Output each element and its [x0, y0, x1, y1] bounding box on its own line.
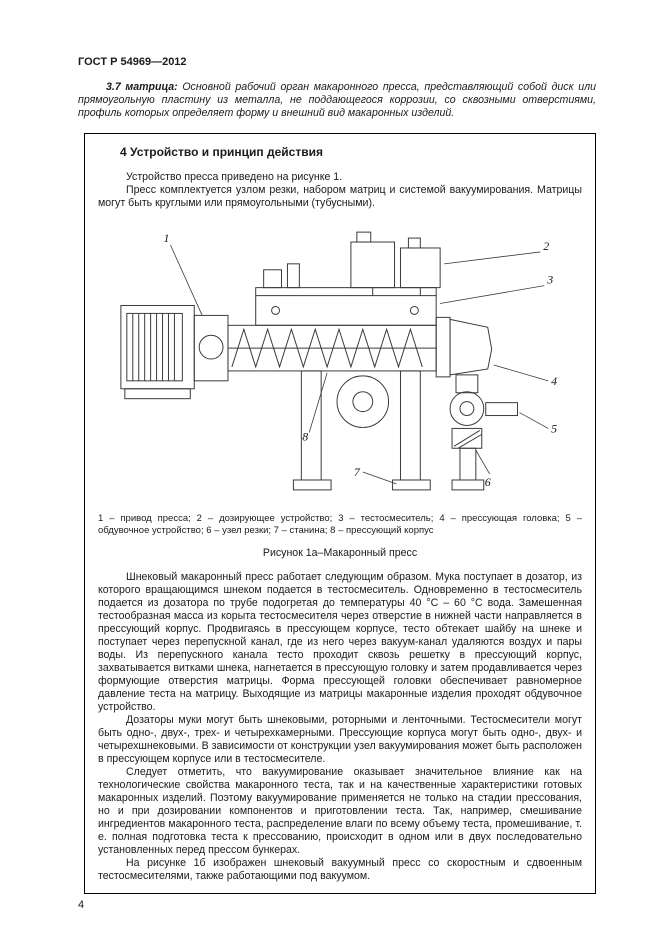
paragraph: Пресс комплектуется узлом резки, набором матриц и системой вакуумирования. Матрицы могут быть круглыми или прямоугольными (тубусными).	[98, 184, 582, 209]
figure-callout-5: 5	[551, 421, 558, 436]
paragraph: Следует отметить, что вакуумирование оказывает значительное влияние как на технологические свойства макаронного теста, так и на качественные характеристики готовых макаронных изделий. Поэтому вакуумирование применяется не только на стадии прессования, но и при дозировании компонентов и приготовлении теста. Так, например, смешивание ингредиентов макаронного теста, распределение влаги по всему объему теста, промешивание, т. е. полная подготовка теста к прессованию, происходит в одном или в двух последовательно установленных перед прессом бункерах.	[98, 766, 582, 856]
paragraph: На рисунке 1б изображен шнековый вакуумный пресс со скоростным и сдвоенным тестосмесителями, также работающими под вакуумом.	[98, 857, 582, 882]
document-standard-number: ГОСТ Р 54969—2012	[78, 56, 187, 68]
paragraph: Дозаторы муки могут быть шнековыми, роторными и ленточными. Тестосмесители могут быть одно-, двух-, трех- и четырехкамерными. Прессующие корпуса могут быть одно-, двух- и четырехшнековыми. В зависимости от конструкции узел вакуумирования может быть расположен в прессующем корпусе или в тестосмесителе.	[98, 714, 582, 765]
figure-callout-2: 2	[543, 238, 550, 253]
figure-press-drawing	[98, 218, 582, 511]
term-text: Основной рабочий орган макаронного пресса, представляющий собой диск или прямоугольную пластину из металла, не поддающегося коррозии, со сквозными отверстиями, профиль которых определяет форму и внешний вид макаронных изделий.	[78, 81, 597, 119]
figure-callout-6: 6	[484, 474, 491, 489]
figure-callout-4: 4	[551, 373, 558, 388]
section-heading: 4 Устройство и принцип действия	[120, 145, 323, 159]
figure-callout-1: 1	[163, 231, 170, 246]
press-schematic-drawing	[107, 218, 573, 506]
figure-callout-8: 8	[302, 429, 309, 444]
section-4-box	[84, 133, 596, 894]
figure-callout-7: 7	[353, 465, 360, 480]
paragraph: Шнековый макаронный пресс работает следующим образом. Мука поступает в дозатор, из которого вращающимся шнеком подается в тестосмеситель. Одновременно в тестосмеситель подается из дозатора по трубе подогретая до температуры 40 °С – 60 °С вода. Замешенная тестообразная масса из корыта тестосмесителя через отверстие в нижней части направляется в прессующий корпус. Продвигаясь в прессующем корпусе, тесто обтекает шайбу на шнеке и поступает через перепускной канал, где из него через вакуум-канал удаляются воздух и пары воды. Из перепускного канала тесто проходит сквозь решетку в прессующий корпус, захватывается витками шнека, нагнетается в прессующую головку и затем продавливается через формующие отверстия матрицы. Форма прессующей головки обеспечивает равномерное давление теста на матрицу. Выходящие из матрицы макаронные изделия проходят обдувочное устройство.	[98, 571, 582, 713]
page-number: 4	[78, 899, 85, 911]
figure-caption: Рисунок 1а–Макаронный пресс	[262, 547, 418, 559]
term-label: 3.7 матрица:	[106, 81, 178, 93]
figure-callout-3: 3	[547, 272, 554, 287]
term-definition-paragraph	[78, 81, 596, 120]
paragraph: Устройство пресса приведено на рисунке 1.	[126, 171, 343, 183]
figure-legend: 1 – привод пресса; 2 – дозирующее устройство; 3 – тестосмеситель; 4 – прессующая головка; 5 – обдувочное устройство; 6 – узел резки; 7 – станина; 8 – прессующий корпус	[98, 513, 582, 536]
